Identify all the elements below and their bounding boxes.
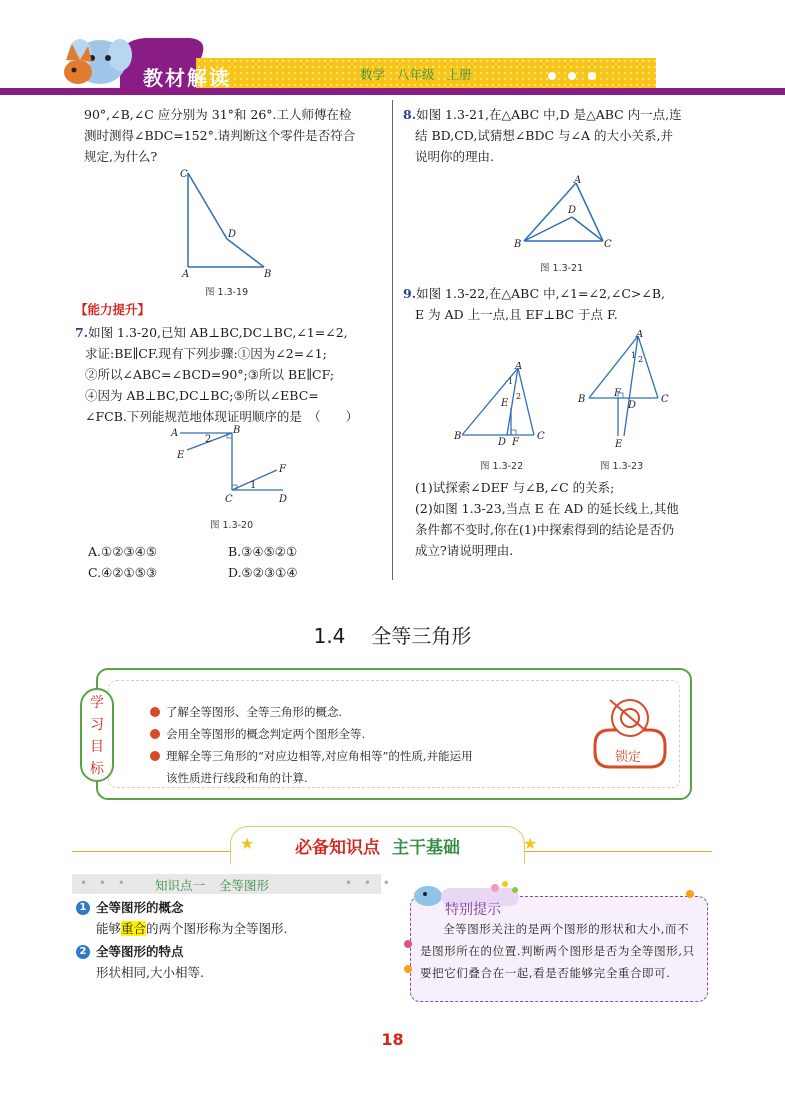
objective-item: 了解全等图形、全等三角形的概念.	[166, 705, 343, 719]
q7-number: 7.	[75, 325, 89, 340]
header-dot	[548, 72, 556, 80]
fig23-label: 1	[631, 351, 637, 360]
fig23-label: F	[614, 388, 621, 399]
tip-text: 全等图形关注的是两个图形的形状和大小,而不是图形所在的位置.判断两个图形是否为全等图形,只要把它们叠合在一起,看是否能够完全重合即可.	[420, 922, 695, 980]
stamp-text: 锁定	[615, 750, 642, 765]
q9-number: 9.	[403, 286, 417, 301]
header-grade: 八年级	[397, 67, 435, 82]
star-icon: ★	[523, 834, 538, 853]
banner-left: 必备知识点	[295, 838, 381, 858]
bullet-icon	[150, 729, 160, 739]
ability-tag: 【能力提升】	[75, 302, 151, 317]
fig22-label: D	[498, 437, 507, 448]
header-subject: 数学	[360, 67, 386, 82]
q8-number: 8.	[403, 107, 417, 122]
fig21-label: A	[574, 175, 582, 186]
header-volume: 上册	[446, 67, 472, 82]
fig20-label: 1	[250, 480, 257, 491]
question-9-subparts: (1)试探索∠DEF 与∠B,∠C 的关系; (2)如图 1.3-23,当点 E 在 AD 的延长线上,其他 条件都不变时,你在(1)中探索得到的结论是否仍 成立?请说明理由.	[415, 480, 679, 558]
star-icon: ★	[240, 834, 255, 853]
fig22-caption: 图 1.3-22	[480, 461, 524, 472]
fig20-label: B	[233, 425, 241, 436]
fig19-edge-cd	[188, 173, 227, 239]
decor-dot-icon	[404, 940, 412, 948]
option-c: C.④②①⑤③	[88, 565, 158, 580]
objective-item: 会用全等图形的概念判定两个图形全等.	[166, 727, 366, 741]
figure-1-3-20	[165, 420, 300, 510]
fig21-label: B	[514, 239, 522, 250]
bullet-icon	[150, 751, 160, 761]
fig22-label: 2	[516, 392, 522, 401]
kp-feature: 形状相同,大小相等.	[96, 965, 204, 980]
fig19-label: C	[180, 169, 188, 180]
dots-decor-icon: • • •	[345, 876, 394, 890]
fig23-label: E	[615, 439, 623, 450]
decor-dot-icon	[404, 965, 412, 973]
figure-1-3-22	[452, 362, 552, 452]
target-lock-stamp	[585, 690, 675, 785]
fig20-label: F	[279, 464, 286, 475]
kp-heading: 全等图形的概念	[96, 900, 184, 915]
fig23-label: 2	[638, 355, 644, 364]
elephant-icon	[414, 886, 442, 906]
fig19-label: A	[182, 269, 190, 280]
dots-decor-icon: • • •	[80, 876, 129, 890]
header-dot	[568, 72, 576, 80]
banner-right: 主干基础	[391, 838, 460, 858]
question-9: 9.如图 1.3-22,在△ABC 中,∠1=∠2,∠C>∠B, E 为 AD 上一点,且 EF⊥BC 于点 F.	[403, 286, 666, 322]
fig19-label: B	[264, 269, 272, 280]
header-subtitle	[360, 65, 472, 83]
fig20-label: E	[177, 450, 185, 461]
fig19-caption: 图 1.3-19	[205, 287, 249, 298]
fig22-label: 1	[508, 377, 514, 386]
fig21-label: C	[604, 239, 612, 250]
fig21-caption: 图 1.3-21	[540, 263, 584, 274]
fig20-label: 2	[205, 434, 212, 445]
header-dot	[588, 72, 596, 80]
objective-item: 理解全等三角形的“对应边相等,对应角相等”的性质,并能运用	[166, 749, 473, 763]
tip-label: 特别提示	[445, 902, 501, 918]
objective-item: 该性质进行线段和角的计算.	[166, 771, 308, 785]
fig21-label: D	[568, 205, 577, 216]
highlighted-term: 重合	[121, 921, 147, 936]
option-b: B.③④⑤②①	[228, 544, 298, 559]
section-title-text: 全等三角形	[371, 624, 472, 648]
number-badge-icon: 1	[76, 901, 90, 915]
fig22-label: C	[537, 431, 545, 442]
kp-definition: 能够重合的两个图形称为全等图形.	[96, 921, 288, 936]
fig23-label: C	[661, 394, 669, 405]
knowledge-banner-text	[230, 833, 525, 858]
header-title: 教材解读	[143, 66, 231, 90]
section-title	[0, 620, 785, 649]
fig19-edge-db	[227, 239, 264, 267]
objectives-label: 学 习 目 标	[80, 688, 114, 782]
fig19-label: D	[228, 229, 237, 240]
figure-1-3-19	[170, 165, 280, 285]
knowledge-point-label: 知识点一 全等图形	[155, 878, 270, 893]
fig23-label: B	[578, 394, 586, 405]
bullet-icon	[150, 707, 160, 717]
column-divider	[392, 100, 393, 580]
fig23-label: D	[628, 400, 637, 411]
fig20-label: C	[225, 494, 233, 505]
fig23-caption: 图 1.3-23	[600, 461, 644, 472]
page-number: 18	[381, 1030, 404, 1049]
fig22-label: E	[501, 398, 509, 409]
fig22-label: F	[512, 437, 519, 448]
kp-heading: 全等图形的特点	[96, 944, 184, 959]
fig20-label: A	[171, 428, 179, 439]
section-number: 1.4	[313, 624, 346, 648]
fig23-label: A	[636, 330, 644, 340]
fig20-caption: 图 1.3-20	[210, 520, 254, 531]
question-8: 8.如图 1.3-21,在△ABC 中,D 是△ABC 内一点,连 结 BD,CD,试猜想∠BDC 与∠A 的大小关系,并 说明你的理由.	[403, 107, 682, 164]
option-a: A.①②③④⑤	[88, 544, 158, 559]
fig20-label: D	[279, 494, 288, 505]
fig22-label: B	[454, 431, 462, 442]
figure-1-3-23	[574, 330, 674, 455]
number-badge-icon: 2	[76, 945, 90, 959]
figure-1-3-21	[510, 175, 620, 255]
question-7: 7.如图 1.3-20,已知 AB⊥BC,DC⊥BC,∠1=∠2, 求证:BE∥CF.现有下列步骤:①因为∠2=∠1; ②所以∠ABC=∠BCD=90°;③所以 BE∥CF; ④因为 AB⊥BC,DC⊥BC;⑤所以∠EBC= ∠FCB.下列能规范地体现证明顺序的是 （ ）	[75, 325, 359, 424]
fig22-label: A	[515, 362, 523, 372]
q6-continuation: 90°,∠B,∠C 应分别为 31°和 26°.工人师傅在检 测时测得∠BDC=152°.请判断这个零件是否符合 规定,为什么?	[84, 107, 356, 164]
option-d: D.⑤②③①④	[228, 565, 298, 580]
